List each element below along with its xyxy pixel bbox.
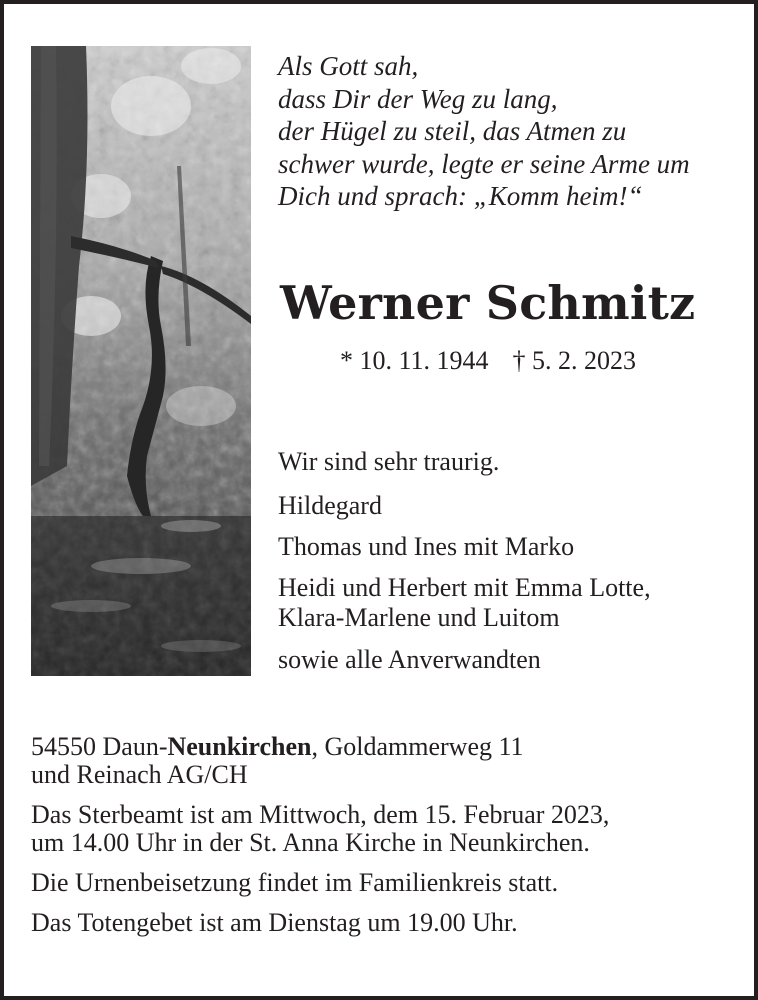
funeral-service (31, 801, 751, 857)
prayer-line: Das Totengebet ist am Dienstag um 19.00 Uhr. (31, 908, 518, 937)
address-street: , Goldammerweg 11 (311, 732, 524, 761)
address-line-2: und Reinach AG/CH (31, 760, 248, 789)
deceased-name: Werner Schmitz (280, 276, 696, 330)
poem-line: dass Dir der Weg zu lang, (278, 83, 558, 114)
mourners (278, 447, 758, 675)
birth-date: * 10. 11. 1944 (340, 346, 489, 375)
address (31, 733, 751, 789)
service-line-1: Das Sterbeamt ist am Mittwoch, dem 15. Februar 2023, (31, 800, 610, 829)
poem-line: Dich und sprach: „Komm heim!“ (278, 181, 643, 211)
prayer-info (31, 909, 751, 937)
burial-line: Die Urnenbeisetzung findet im Familienkreis statt. (31, 868, 559, 897)
address-line-1 (31, 733, 751, 761)
forest-photo (31, 46, 251, 676)
service-line-2: um 14.00 Uhr in der St. Anna Kirche in Neunkirchen. (31, 828, 590, 857)
poem-line: Als Gott sah, (278, 51, 419, 81)
mourner-line: Thomas und Ines mit Marko (278, 532, 575, 561)
poem-line: der Hügel zu steil, das Atmen zu (278, 116, 627, 146)
mourner-line: Klara-Marlene und Luitom (278, 603, 560, 632)
forest-photo-icon (31, 46, 251, 676)
poem-line: schwer wurde, legte er seine Arme um (278, 148, 690, 179)
address-prefix: 54550 Daun- (31, 732, 168, 761)
burial-info (31, 869, 751, 897)
death-date: † 5. 2. 2023 (512, 346, 637, 375)
service-info (31, 733, 751, 949)
mourner-line: sowie alle Anverwandten (278, 645, 541, 674)
mourner-line: Hildegard (278, 491, 382, 520)
mourner-line: Heidi und Herbert mit Emma Lotte, (278, 573, 651, 602)
life-dates (340, 344, 740, 378)
mourning-statement: Wir sind sehr traurig. (278, 447, 500, 476)
address-place: Neunkirchen (167, 732, 312, 761)
poem (278, 50, 748, 213)
